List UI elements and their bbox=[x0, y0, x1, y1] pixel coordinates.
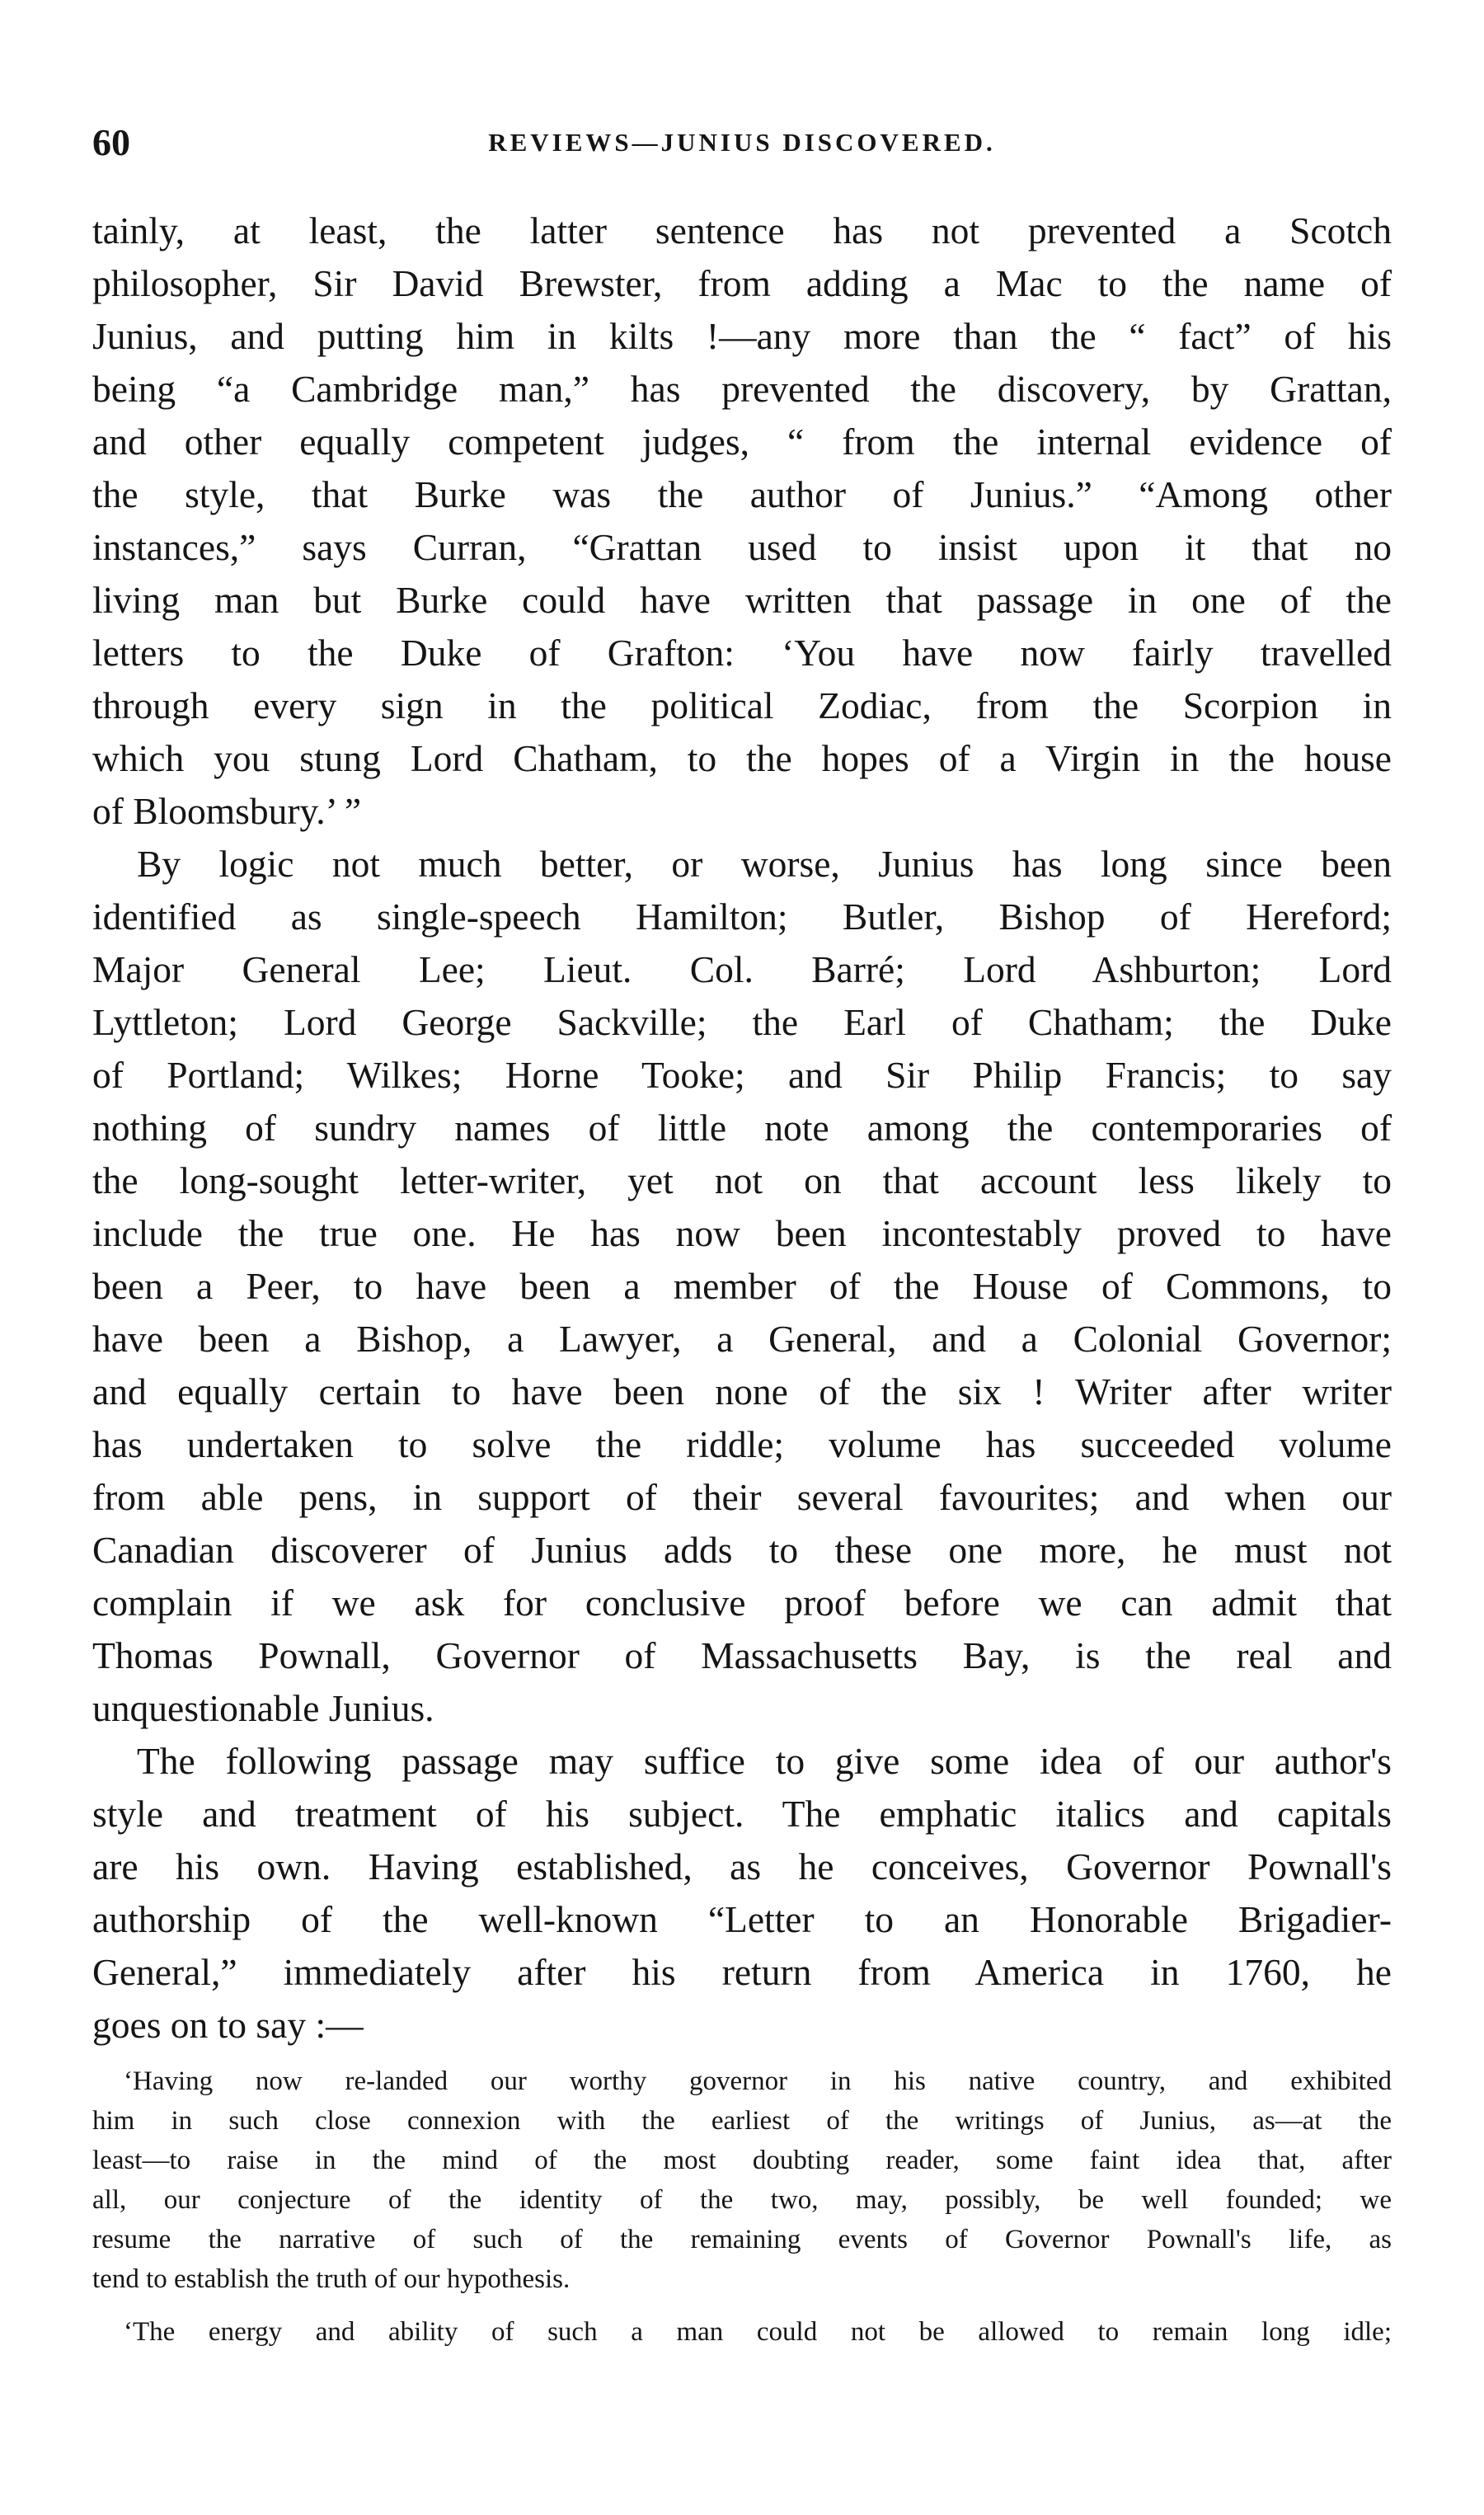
text-line: instances,” says Curran, “Grattan used to insist upon it that no bbox=[92, 526, 1392, 568]
page-number: 60 bbox=[92, 121, 130, 163]
text-line: letters to the Duke of Grafton: ‘You have now fairly travelled bbox=[92, 632, 1392, 674]
quote-line: least—to raise in the mind of the most doubting reader, some faint idea that, after bbox=[92, 2146, 1392, 2175]
page-header bbox=[92, 115, 1392, 170]
text-line: philosopher, Sir David Brewster, from adding a Mac to the name of bbox=[92, 262, 1392, 304]
text-line: living man but Burke could have written that passage in one of the bbox=[92, 579, 1392, 621]
text-line: Thomas Pownall, Governor of Massachusetts Bay, is the real and bbox=[92, 1634, 1392, 1676]
text-line: Junius, and putting him in kilts !—any more than the “ fact” of his bbox=[92, 315, 1392, 357]
text-line: of Portland; Wilkes; Horne Tooke; and Sir Philip Francis; to say bbox=[92, 1054, 1392, 1096]
text-line: have been a Bishop, a Lawyer, a General, and a Colonial Governor; bbox=[92, 1318, 1392, 1360]
quote-line: all, our conjecture of the identity of the two, may, possibly, be well founded; we bbox=[92, 2185, 1392, 2215]
text-line: goes on to say :— bbox=[92, 2004, 364, 2046]
text-line: complain if we ask for conclusive proof before we can admit that bbox=[92, 1582, 1392, 1624]
text-line: and equally certain to have been none of the six ! Writer after writer bbox=[92, 1370, 1392, 1413]
running-head: REVIEWS—JUNIUS DISCOVERED. bbox=[488, 128, 996, 157]
paragraph-2 bbox=[92, 838, 1392, 1735]
quote-line: resume the narrative of such of the remaining events of Governor Pownall's life, as bbox=[92, 2225, 1392, 2254]
text-line: tainly, at least, the latter sentence has not prevented a Scotch bbox=[92, 209, 1392, 252]
text-line: are his own. Having established, as he conceives, Governor Pownall's bbox=[92, 1845, 1392, 1887]
text-line: and other equally competent judges, “ from the internal evidence of bbox=[92, 421, 1392, 463]
book-page bbox=[92, 115, 1392, 2352]
text-line: which you stung Lord Chatham, to the hopes of a Virgin in the house bbox=[92, 737, 1392, 779]
paragraph-1 bbox=[92, 204, 1392, 838]
block-quote-2 bbox=[92, 2312, 1392, 2352]
text-line: Canadian discoverer of Junius adds to these one more, he must not bbox=[92, 1529, 1392, 1571]
text-line: has undertaken to solve the riddle; volume has succeeded volume bbox=[92, 1423, 1392, 1465]
text-line: of Bloomsbury.’ ” bbox=[92, 790, 362, 832]
text-line: the long-sought letter-writer, yet not on that account less likely to bbox=[92, 1159, 1392, 1201]
text-line: through every sign in the political Zodiac, from the Scorpion in bbox=[92, 684, 1392, 726]
text-line: identified as single-speech Hamilton; Butler, Bishop of Hereford; bbox=[92, 896, 1392, 938]
text-line: General,” immediately after his return from America in 1760, he bbox=[92, 1951, 1392, 1993]
text-line: Lyttleton; Lord George Sackville; the Earl of Chatham; the Duke bbox=[92, 1001, 1392, 1043]
quote-line: tend to establish the truth of our hypothesis. bbox=[92, 2264, 571, 2294]
text-line: authorship of the well-known “Letter to an Honorable Brigadier- bbox=[92, 1898, 1392, 1940]
quote-line: ‘The energy and ability of such a man could not be allowed to remain long idle; bbox=[124, 2317, 1392, 2347]
text-line: By logic not much better, or worse, Junius has long since been bbox=[137, 843, 1392, 885]
text-line: Major General Lee; Lieut. Col. Barré; Lord Ashburton; Lord bbox=[92, 948, 1392, 990]
text-line: nothing of sundry names of little note among the contemporaries of bbox=[92, 1107, 1392, 1149]
quote-line: him in such close connexion with the earliest of the writings of Junius, as—at the bbox=[92, 2106, 1392, 2136]
paragraph-3 bbox=[92, 1735, 1392, 2052]
text-line: style and treatment of his subject. The emphatic italics and capitals bbox=[92, 1793, 1392, 1835]
text-line: been a Peer, to have been a member of the House of Commons, to bbox=[92, 1265, 1392, 1307]
quote-line: ‘Having now re-landed our worthy governor in his native country, and exhibited bbox=[124, 2066, 1392, 2096]
text-line: the style, that Burke was the author of Junius.” “Among other bbox=[92, 473, 1392, 515]
text-line: unquestionable Junius. bbox=[92, 1687, 434, 1729]
text-line: include the true one. He has now been incontestably proved to have bbox=[92, 1212, 1392, 1254]
text-line: The following passage may suffice to give some idea of our author's bbox=[137, 1740, 1392, 1782]
text-line: being “a Cambridge man,” has prevented the discovery, by Grattan, bbox=[92, 368, 1392, 410]
block-quote-1 bbox=[92, 2061, 1392, 2299]
text-line: from able pens, in support of their several favourites; and when our bbox=[92, 1476, 1392, 1518]
